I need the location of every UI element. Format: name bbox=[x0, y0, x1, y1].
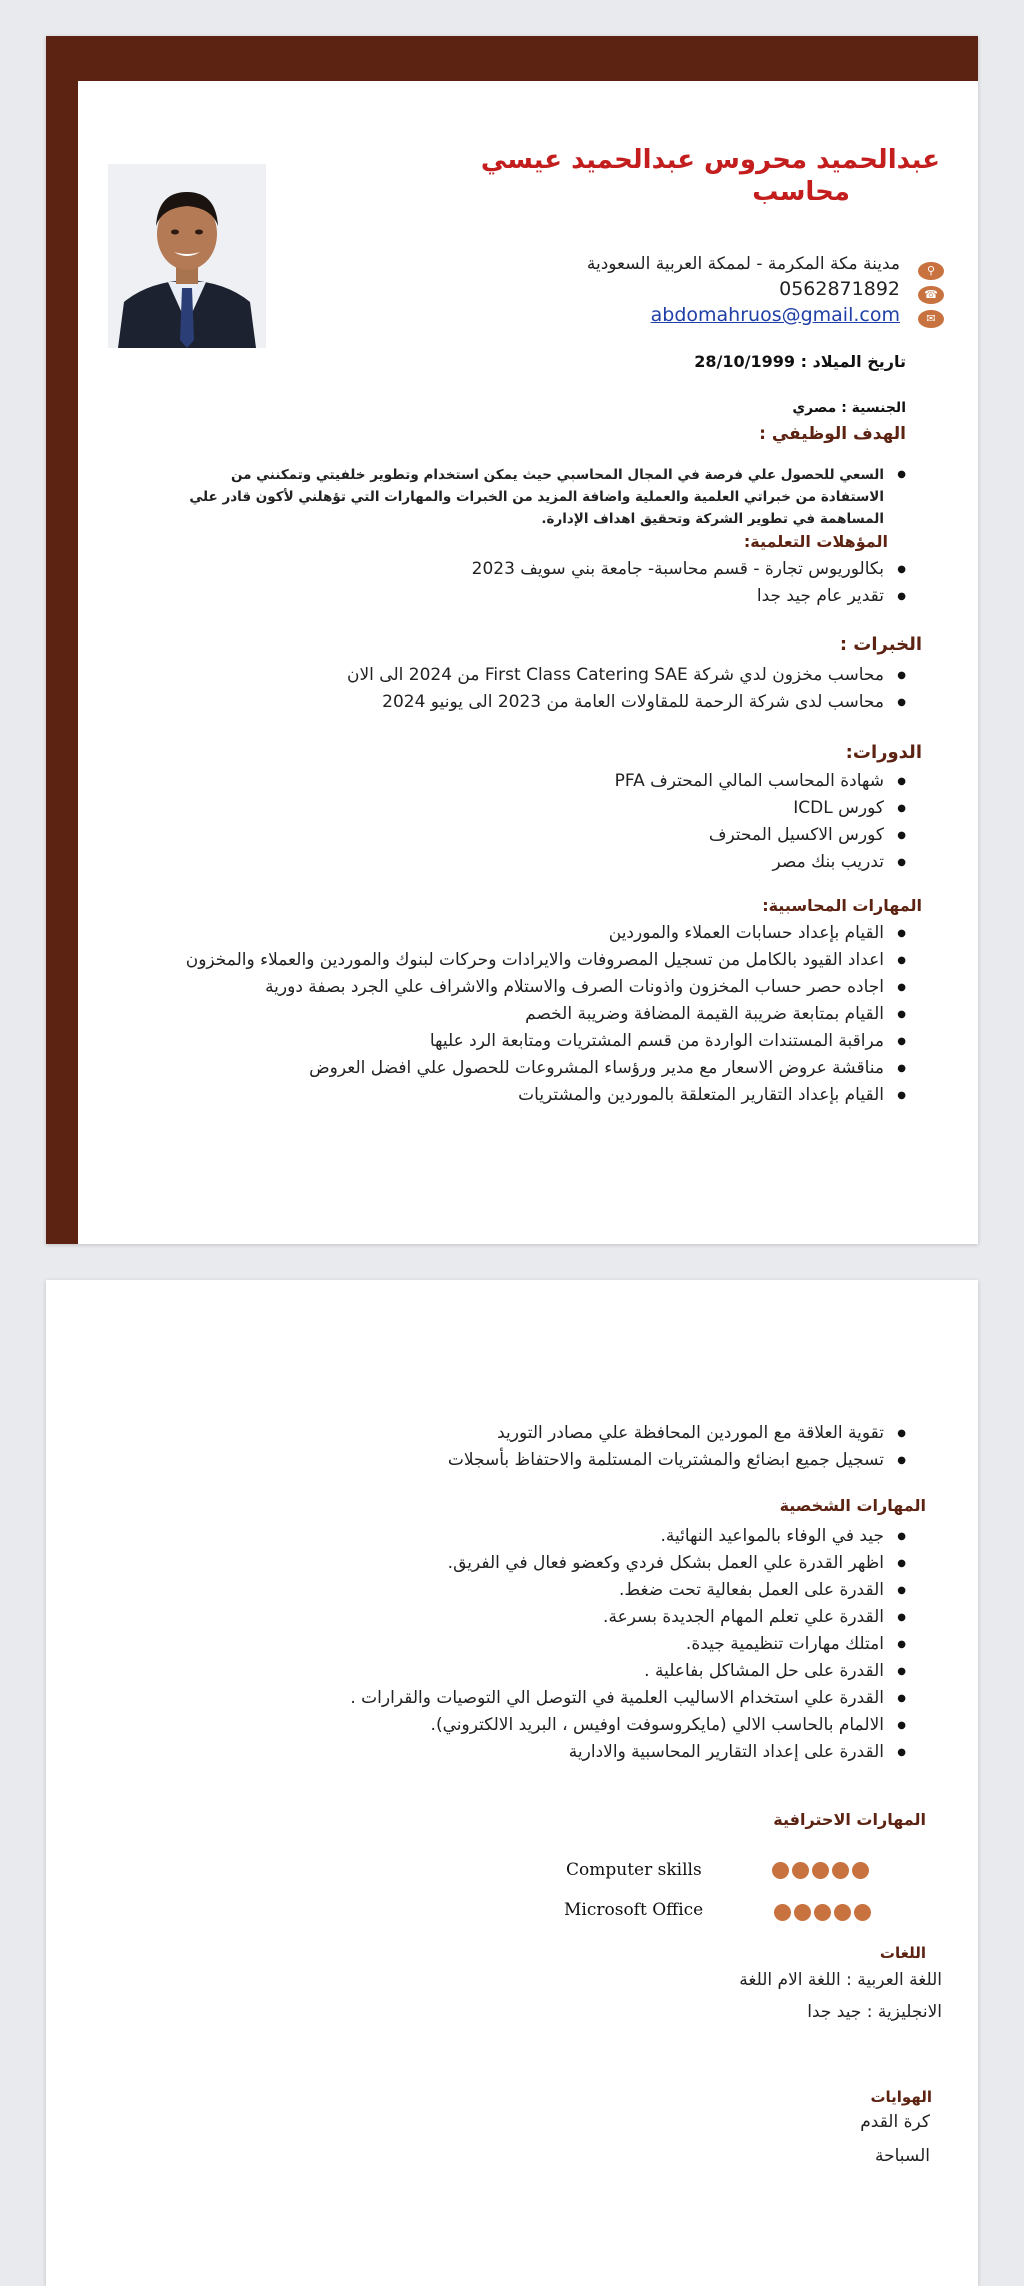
birth-date-value: 28/10/1999 bbox=[694, 352, 795, 371]
phone-icon: ☎ bbox=[918, 286, 944, 304]
list-item: ● كورس الاكسيل المحترف bbox=[146, 822, 906, 849]
rating-dot bbox=[832, 1862, 849, 1879]
list-item: ● كورس ICDL bbox=[146, 795, 906, 822]
address: مدينة مكة المكرمة - لممكة العربية السعودية bbox=[586, 254, 900, 274]
list-item: ● محاسب مخزون لدي شركة First Class Catering SAE من 2024 الى الان bbox=[146, 662, 906, 689]
rating-dot bbox=[854, 1904, 871, 1921]
list-item: ● مراقبة المستندات الواردة من قسم المشتريات ومتابعة الرد عليها bbox=[146, 1028, 906, 1055]
skill-label: Computer skills bbox=[566, 1860, 702, 1880]
list-item: ● محاسب لدى شركة الرحمة للمقاولات العامة من 2023 الى يونيو 2024 bbox=[146, 689, 906, 716]
header-bar bbox=[46, 36, 978, 81]
skill-label: Microsoft Office bbox=[564, 1900, 704, 1920]
list-item: ● القدرة علي تعلم المهام الجديدة بسرعة. bbox=[146, 1604, 906, 1631]
personal-skills-heading: المهارات الشخصية bbox=[779, 1496, 926, 1515]
list-item: ● تدريب بنك مصر bbox=[146, 849, 906, 876]
phone-number: 0562871892 bbox=[779, 278, 900, 300]
list-item: ● تقوية العلاقة مع الموردين المحافظة علي مصادر التوريد bbox=[146, 1420, 906, 1447]
full-name: عبدالحميد محروس عبدالحميد عيسي bbox=[480, 145, 940, 175]
list-item: ● القيام بإعداد التقارير المتعلقة بالموردين والمشتريات bbox=[146, 1082, 906, 1109]
rating-dot bbox=[794, 1904, 811, 1921]
rating-dot bbox=[834, 1904, 851, 1921]
side-bar bbox=[46, 36, 78, 1244]
rating-dot bbox=[774, 1904, 791, 1921]
envelope-icon: ✉ bbox=[918, 310, 944, 328]
accounting-skills-list bbox=[146, 920, 906, 1109]
list-item: ● اظهر القدرة علي العمل بشكل فردي وكعضو فعال في الفريق. bbox=[146, 1550, 906, 1577]
rating-dot bbox=[772, 1862, 789, 1879]
list-item: ● القدرة علي استخدام الاساليب العلمية في التوصل الي التوصيات والقرارات . bbox=[146, 1685, 906, 1712]
list-item: ● اعداد القيود بالكامل من تسجيل المصروفات والايرادات وحركات لبنوك والموردين والعملاء والمخزون bbox=[146, 947, 906, 974]
profile-photo bbox=[108, 164, 266, 348]
objective-list bbox=[166, 464, 906, 530]
list-item: ● القدرة على حل المشاكل بفاعلية . bbox=[146, 1658, 906, 1685]
accounting-skills-continued-list bbox=[146, 1420, 906, 1474]
hobby-football: كرة القدم bbox=[860, 2112, 930, 2132]
objective-text: ● السعي للحصول علي فرصة في المجال المحاسبي حيث يمكن استخدام وتطوير خلفيتي وتمكنني من الاستفادة من خبراتي العلمية والعملية واضافة المزيد من الخبرات والمهارات التي تؤهلني لأكون قادر علي المساهمة في تطوير الشركة وتحقيق اهداف الإدارة. bbox=[166, 464, 906, 530]
nationality: الجنسية : مصري bbox=[792, 400, 906, 416]
professional-skills-heading: المهارات الاحترافية bbox=[773, 1810, 926, 1829]
personal-skills-list bbox=[146, 1523, 906, 1766]
list-item: ● القدرة على إعداد التقارير المحاسبية والادارية bbox=[146, 1739, 906, 1766]
list-item: ● جيد في الوفاء بالمواعيد النهائية. bbox=[146, 1523, 906, 1550]
list-item: ● امتلك مهارات تنظيمية جيدة. bbox=[146, 1631, 906, 1658]
accounting-skills-heading: المهارات المحاسبية: bbox=[762, 896, 922, 915]
cv-page-1 bbox=[46, 36, 978, 1244]
courses-heading: الدورات: bbox=[845, 742, 922, 763]
birth-date-row bbox=[506, 352, 906, 371]
experience-list bbox=[146, 662, 906, 716]
location-pin-icon: ⚲ bbox=[918, 262, 944, 280]
job-title: محاسب bbox=[752, 177, 850, 207]
list-item: ● الالمام بالحاسب الالي (مايكروسوفت اوفيس ، البريد الالكتروني). bbox=[146, 1712, 906, 1739]
list-item: ● القيام بإعداد حسابات العملاء والموردين bbox=[146, 920, 906, 947]
list-item: ● بكالوريوس تجارة - قسم محاسبة- جامعة بني سويف 2023 bbox=[146, 556, 906, 583]
courses-list bbox=[146, 768, 906, 876]
list-item: ● مناقشة عروض الاسعار مع مدير ورؤساء المشروعات للحصول علي افضل العروض bbox=[146, 1055, 906, 1082]
hobby-swimming: السباحة bbox=[874, 2146, 930, 2166]
rating-dot bbox=[792, 1862, 809, 1879]
list-item: ● شهادة المحاسب المالي المحترف PFA bbox=[146, 768, 906, 795]
list-item: ● اجاده حصر حساب المخزون واذونات الصرف والاستلام والاشراف علي الجرد بصفة دورية bbox=[146, 974, 906, 1001]
list-item: ● القيام بمتابعة ضريبة القيمة المضافة وضريبة الخصم bbox=[146, 1001, 906, 1028]
education-list bbox=[146, 556, 906, 610]
email-address[interactable] bbox=[380, 304, 900, 326]
rating-dot bbox=[814, 1904, 831, 1921]
email-link[interactable]: abdomahruos@gmail.com bbox=[650, 304, 900, 326]
education-heading: المؤهلات التعلمية: bbox=[743, 532, 888, 551]
rating-dot bbox=[812, 1862, 829, 1879]
birth-date-label: تاريخ الميلاد : bbox=[800, 352, 906, 371]
list-item: ● تقدير عام جيد جدا bbox=[146, 583, 906, 610]
person-photo-icon bbox=[108, 164, 266, 348]
skill-rating bbox=[772, 1862, 869, 1879]
skill-rating bbox=[774, 1904, 871, 1921]
language-english: الانجليزية : جيد جدا bbox=[807, 2002, 942, 2022]
rating-dot bbox=[852, 1862, 869, 1879]
objective-heading: الهدف الوظيفي : bbox=[759, 424, 906, 444]
list-item: ● تسجيل جميع ابضائع والمشتريات المستلمة والاحتفاظ بأسجلات bbox=[146, 1447, 906, 1474]
language-arabic: اللغة العربية : اللغة الام اللغة bbox=[739, 1970, 942, 1990]
hobbies-heading: الهوايات bbox=[870, 2088, 932, 2106]
cv-page-2 bbox=[46, 1280, 978, 2286]
languages-heading: اللغات bbox=[879, 1944, 926, 1962]
list-item: ● القدرة على العمل بفعالية تحت ضغط. bbox=[146, 1577, 906, 1604]
experience-heading: الخبرات : bbox=[839, 634, 922, 655]
